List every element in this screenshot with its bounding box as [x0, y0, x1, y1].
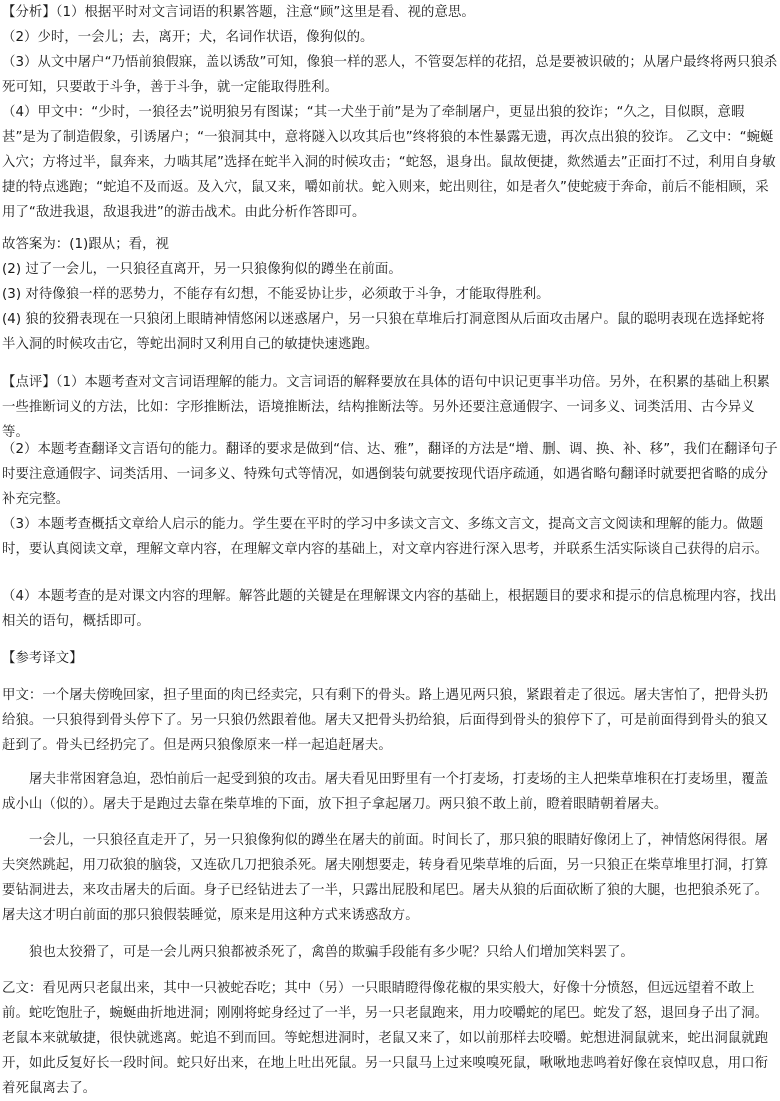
analysis-part-2: （2）少时，一会儿；去，离开；犬，名词作状语，像狗似的。 — [2, 30, 374, 45]
translation-heading: 【参考译文】 — [2, 651, 83, 666]
comment-part-2: （2）本题考查翻译文言语句的能力。翻译的要求是做到“信、达、雅”，翻译的方法是“增、删、调、换、补、移”，我们在翻译句子时要注意通假字、词类活用、一词多义、特殊句式等情况，如遇倒装句就要按现代语序疏通，如遇省略句翻译时就要把省略的成分补充完整。 — [2, 442, 778, 507]
translation-jia-paragraph-1: 甲文：一个屠夫傍晚回家，担子里面的肉已经卖完，只有剩下的骨头。路上遇见两只狼，紧跟着走了很远。屠夫害怕了，把骨头扔给狼。一只狼得到骨头停下了。另一只狼仍然跟着他。屠夫又把骨头扔给狼，后面得到骨头的狼停下了，可是前面得到骨头的狼又赶到了。骨头已经扔完了。但是两只狼像原来一样一起追赶屠夫。 — [2, 688, 769, 753]
answer-part-4: (4) 狼的狡猾表现在一只狼闭上眼睛神情悠闲以迷惑屠户，另一只狼在草堆后打洞意图从后面攻击屠户。鼠的聪明表现在选择蛇将半入洞的时候攻击它，等蛇出洞时又利用自己的敏捷快速逃跑。 — [2, 312, 765, 352]
answer-part-1: 故答案为：(1)跟从；看，视 — [2, 237, 169, 252]
translation-yi-paragraph: 乙文：看见两只老鼠出来，其中一只被蛇吞吃；其中（另）一只眼睛瞪得像花椒的果实般大，好像十分愤怒，但远远望着不敢上前。蛇吃饱肚子，蜿蜒曲折地进洞；刚刚将蛇身经过了一半，另一只老鼠跑来，用力咬嚼蛇的尾巴。蛇发了怒，退回身子出了洞。老鼠本来就敏捷，很快就逃离。蛇追不到而回。等蛇想进洞时，老鼠又来了，如以前那样去咬嚼。蛇想进洞鼠就来，蛇出洞鼠就跑开，如此反复好长一段时间。蛇只好出来，在地上吐出死鼠。另一只鼠马上过来嗅嗅死鼠，啾啾地悲鸣着好像在哀悼叹息，用口衔着死鼠离去了。 — [2, 981, 769, 1096]
answer-part-3: (3) 对待像狼一样的恶势力，不能存有幻想，不能妥协让步，必须敢于斗争，才能取得胜利。 — [2, 287, 550, 302]
translation-jia-paragraph-4: 狼也太狡猾了，可是一会儿两只狼都被杀死了，禽兽的欺骗手段能有多少呢？只给人们增加笑料罢了。 — [29, 945, 634, 960]
comment-part-3: （3）本题考查概括文章给人启示的能力。学生要在平时的学习中多读文言文、多练文言文，提高文言文阅读和理解的能力。做题时，要认真阅读文章，理解文章内容，在理解文章内容的基础上，对文章内容进行深入思考，并联系生活实际谈自己获得的启示。 — [2, 517, 769, 557]
analysis-part-4: （4）甲文中：“少时，一狼径去”说明狼另有图谋；“其一犬坐于前”是为了牵制屠户，更显出狼的狡诈；“久之，目似瞑，意暇甚”是为了制造假象，引诱屠户；“一狼洞其中，意将隧入以攻其后也”终将狼的本性暴露无遗，再次点出狼的狡诈。 乙文中：“蜿蜒入穴；方将过半，鼠奔来，力啮其尾”选择在蛇半入洞的时候攻击；“蛇怒，退身出。鼠故便捷，欻然遁去”正面打不过，利用自身敏捷的特点逃跑；“蛇追不及而返。及入穴，鼠又来，嚼如前状。蛇入则来，蛇出则往，如是者久”使蛇疲于奔命，前后不能相顾，采用了“敌进我退，敌退我进”的游击战术。由此分析作答即可。 — [2, 105, 776, 220]
translation-jia-paragraph-2: 屠夫非常困窘急迫，恐怕前后一起受到狼的攻击。屠夫看见田野里有一个打麦场，打麦场的主人把柴草堆积在打麦场里，覆盖成小山（似的）。屠夫于是跑过去靠在柴草堆的下面，放下担子拿起屠刀。两只狼不敢上前，瞪着眼睛朝着屠夫。 — [2, 772, 769, 812]
answer-part-2: (2) 过了一会儿，一只狼径直离开，另一只狼像狗似的蹲坐在前面。 — [2, 262, 402, 277]
translation-jia-paragraph-3: 一会儿，一只狼径直走开了，另一只狼像狗似的蹲坐在屠夫的前面。时间长了，那只狼的眼睛好像闭上了，神情悠闲得很。屠夫突然跳起，用刀砍狼的脑袋，又连砍几刀把狼杀死。屠夫刚想要走，转身看见柴草堆的后面，另一只狼正在柴草堆里打洞，打算要钻洞进去，来攻击屠夫的后面。身子已经钻进去了一半，只露出屁股和尾巴。屠夫从狼的后面砍断了狼的大腿，也把狼杀死了。屠夫这才明白前面的那只狼假装睡觉，原来是用这种方式来诱惑敌方。 — [2, 833, 769, 923]
analysis-part-3: （3）从文中屠户“乃悟前狼假寐，盖以诱敌”可知，像狼一样的恶人，不管耍怎样的花招，总是要被识破的；从屠户最终将两只狼杀死可知，只要敢于斗争，善于斗争，就一定能取得胜利。 — [2, 55, 778, 95]
analysis-part-1: 【分析】（1）根据平时对文言词语的积累答题，注意“顾”这里是看、视的意思。 — [2, 5, 475, 20]
comment-part-4: （4）本题考查的是对课文内容的理解。解答此题的关键是在理解课文内容的基础上，根据题目的要求和提示的信息梳理内容，找出相关的语句，概括即可。 — [2, 589, 777, 629]
comment-part-1: 【点评】（1）本题考查对文言词语理解的能力。文言词语的解释要放在具体的语句中识记更事半功倍。另外，在积累的基础上积累一些推断词义的方法，比如：字形推断法，语境推断法，结构推断法等。另外还要注意通假字、一词多义、词类活用、古今异义等。 — [2, 375, 770, 440]
